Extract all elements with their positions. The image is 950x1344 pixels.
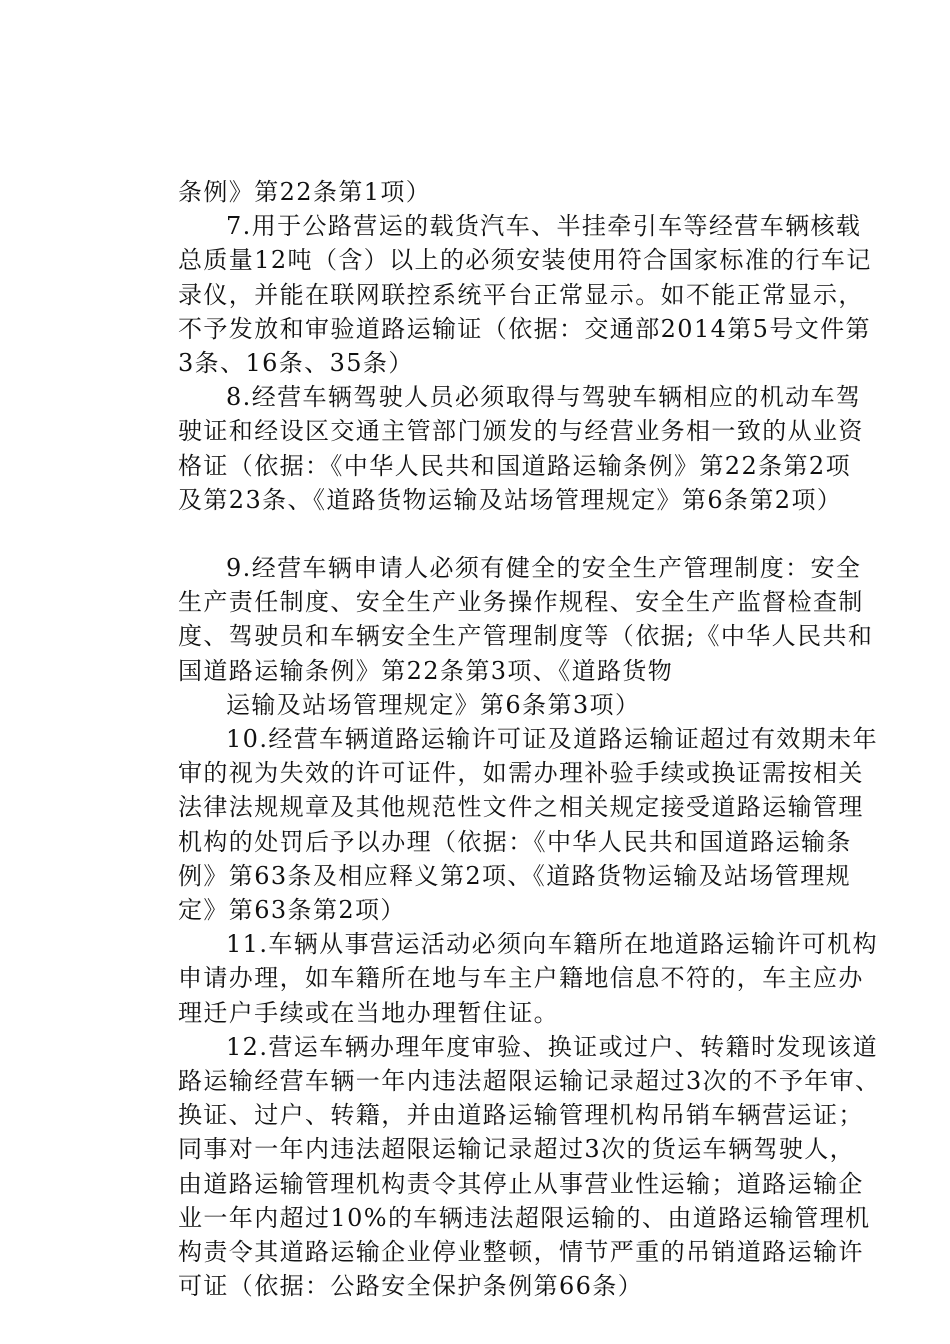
text-line: 录仪，并能在联网联控系统平台正常显示。如不能正常显示，: [178, 280, 864, 309]
text-line: 例》第63条及相应释义第2项、《道路货物运输及站场管理规: [178, 861, 852, 890]
text-line: 及第23条、《道路货物运输及站场管理规定》第6条第2项）: [178, 485, 843, 514]
text-line: 3条、16条、35条）: [178, 349, 414, 378]
text-line: 可证（依据：公路安全保护条例第66条）: [178, 1272, 644, 1301]
text-line: 路运输经营车辆一年内违法超限运输记录超过3次的不予年审、: [178, 1067, 881, 1096]
text-line: 总质量12吨（含）以上的必须安装使用符合国家标准的行车记: [178, 246, 872, 275]
paragraph-item-10: [130, 722, 878, 927]
text-line: 条例》第22条第1项）: [178, 178, 432, 206]
text-line: 生产责任制度、安全生产业务操作规程、安全生产监督检查制: [178, 588, 864, 617]
document-body: [130, 175, 881, 1304]
text-line: 由道路运输管理机构责令其停止从事营业性运输；道路运输企: [178, 1169, 864, 1198]
paragraph-continuation: [130, 175, 835, 209]
text-line: 审的视为失效的许可证件，如需办理补验手续或换证需按相关: [178, 759, 864, 788]
text-line: 8.经营车辆驾驶人员必须取得与驾驶车辆相应的机动车驾: [226, 383, 862, 412]
text-line: 同事对一年内违法超限运输记录超过3次的货运车辆驾驶人，: [178, 1135, 856, 1164]
text-line: 申请办理，如车籍所在地与车主户籍地信息不符的，车主应办: [178, 964, 864, 993]
text-line: 换证、过户、转籍，并由道路运输管理机构吊销车辆营运证；: [178, 1101, 864, 1130]
paragraph-item-9: [130, 551, 874, 722]
text-line: 12.营运车辆办理年度审验、换证或过户、转籍时发现该道: [226, 1032, 878, 1061]
text-line: 定》第63条第2项）: [178, 896, 406, 925]
text-line: 理迁户手续或在当地办理暂住证。: [178, 998, 559, 1027]
text-line: 9.经营车辆申请人必须有健全的安全生产管理制度：安全: [226, 554, 862, 583]
text-line: 业一年内超过10%的车辆违法超限运输的、由道路运输管理机: [178, 1203, 871, 1232]
text-line: 11.车辆从事营运活动必须向车籍所在地道路运输许可机构: [226, 930, 878, 959]
blank-line: [130, 517, 835, 551]
paragraph-item-12: [130, 1030, 881, 1304]
text-line: 法律法规规章及其他规范性文件之相关规定接受道路运输管理: [178, 793, 864, 822]
text-line: 7.用于公路营运的载货汽车、半挂牵引车等经营车辆核载: [226, 212, 862, 241]
text-line: 运输及站场管理规定》第6条第3项）: [226, 690, 641, 719]
paragraph-item-7: [130, 209, 872, 380]
text-line: 不予发放和审验道路运输证（依据：交通部2014第5号文件第: [178, 314, 871, 343]
text-line: 国道路运输条例》第22条第3项、《道路货物: [178, 656, 674, 685]
text-line: 驶证和经设区交通主管部门颁发的与经营业务相一致的从业资: [178, 417, 864, 446]
text-line: 机构的处罚后予以办理（依据：《中华人民共和国道路运输条: [178, 827, 852, 856]
paragraph-item-11: [130, 927, 878, 1030]
paragraph-item-8: [130, 380, 864, 517]
text-line: 10.经营车辆道路运输许可证及道路运输证超过有效期未年: [226, 725, 878, 754]
text-line: 构责令其道路运输企业停业整顿，情节严重的吊销道路运输许: [178, 1238, 864, 1267]
text-line: 格证（依据：《中华人民共和国道路运输条例》第22条第2项: [178, 451, 852, 480]
text-line: 度、驾驶员和车辆安全生产管理制度等（依据;《中华人民共和: [178, 622, 874, 651]
